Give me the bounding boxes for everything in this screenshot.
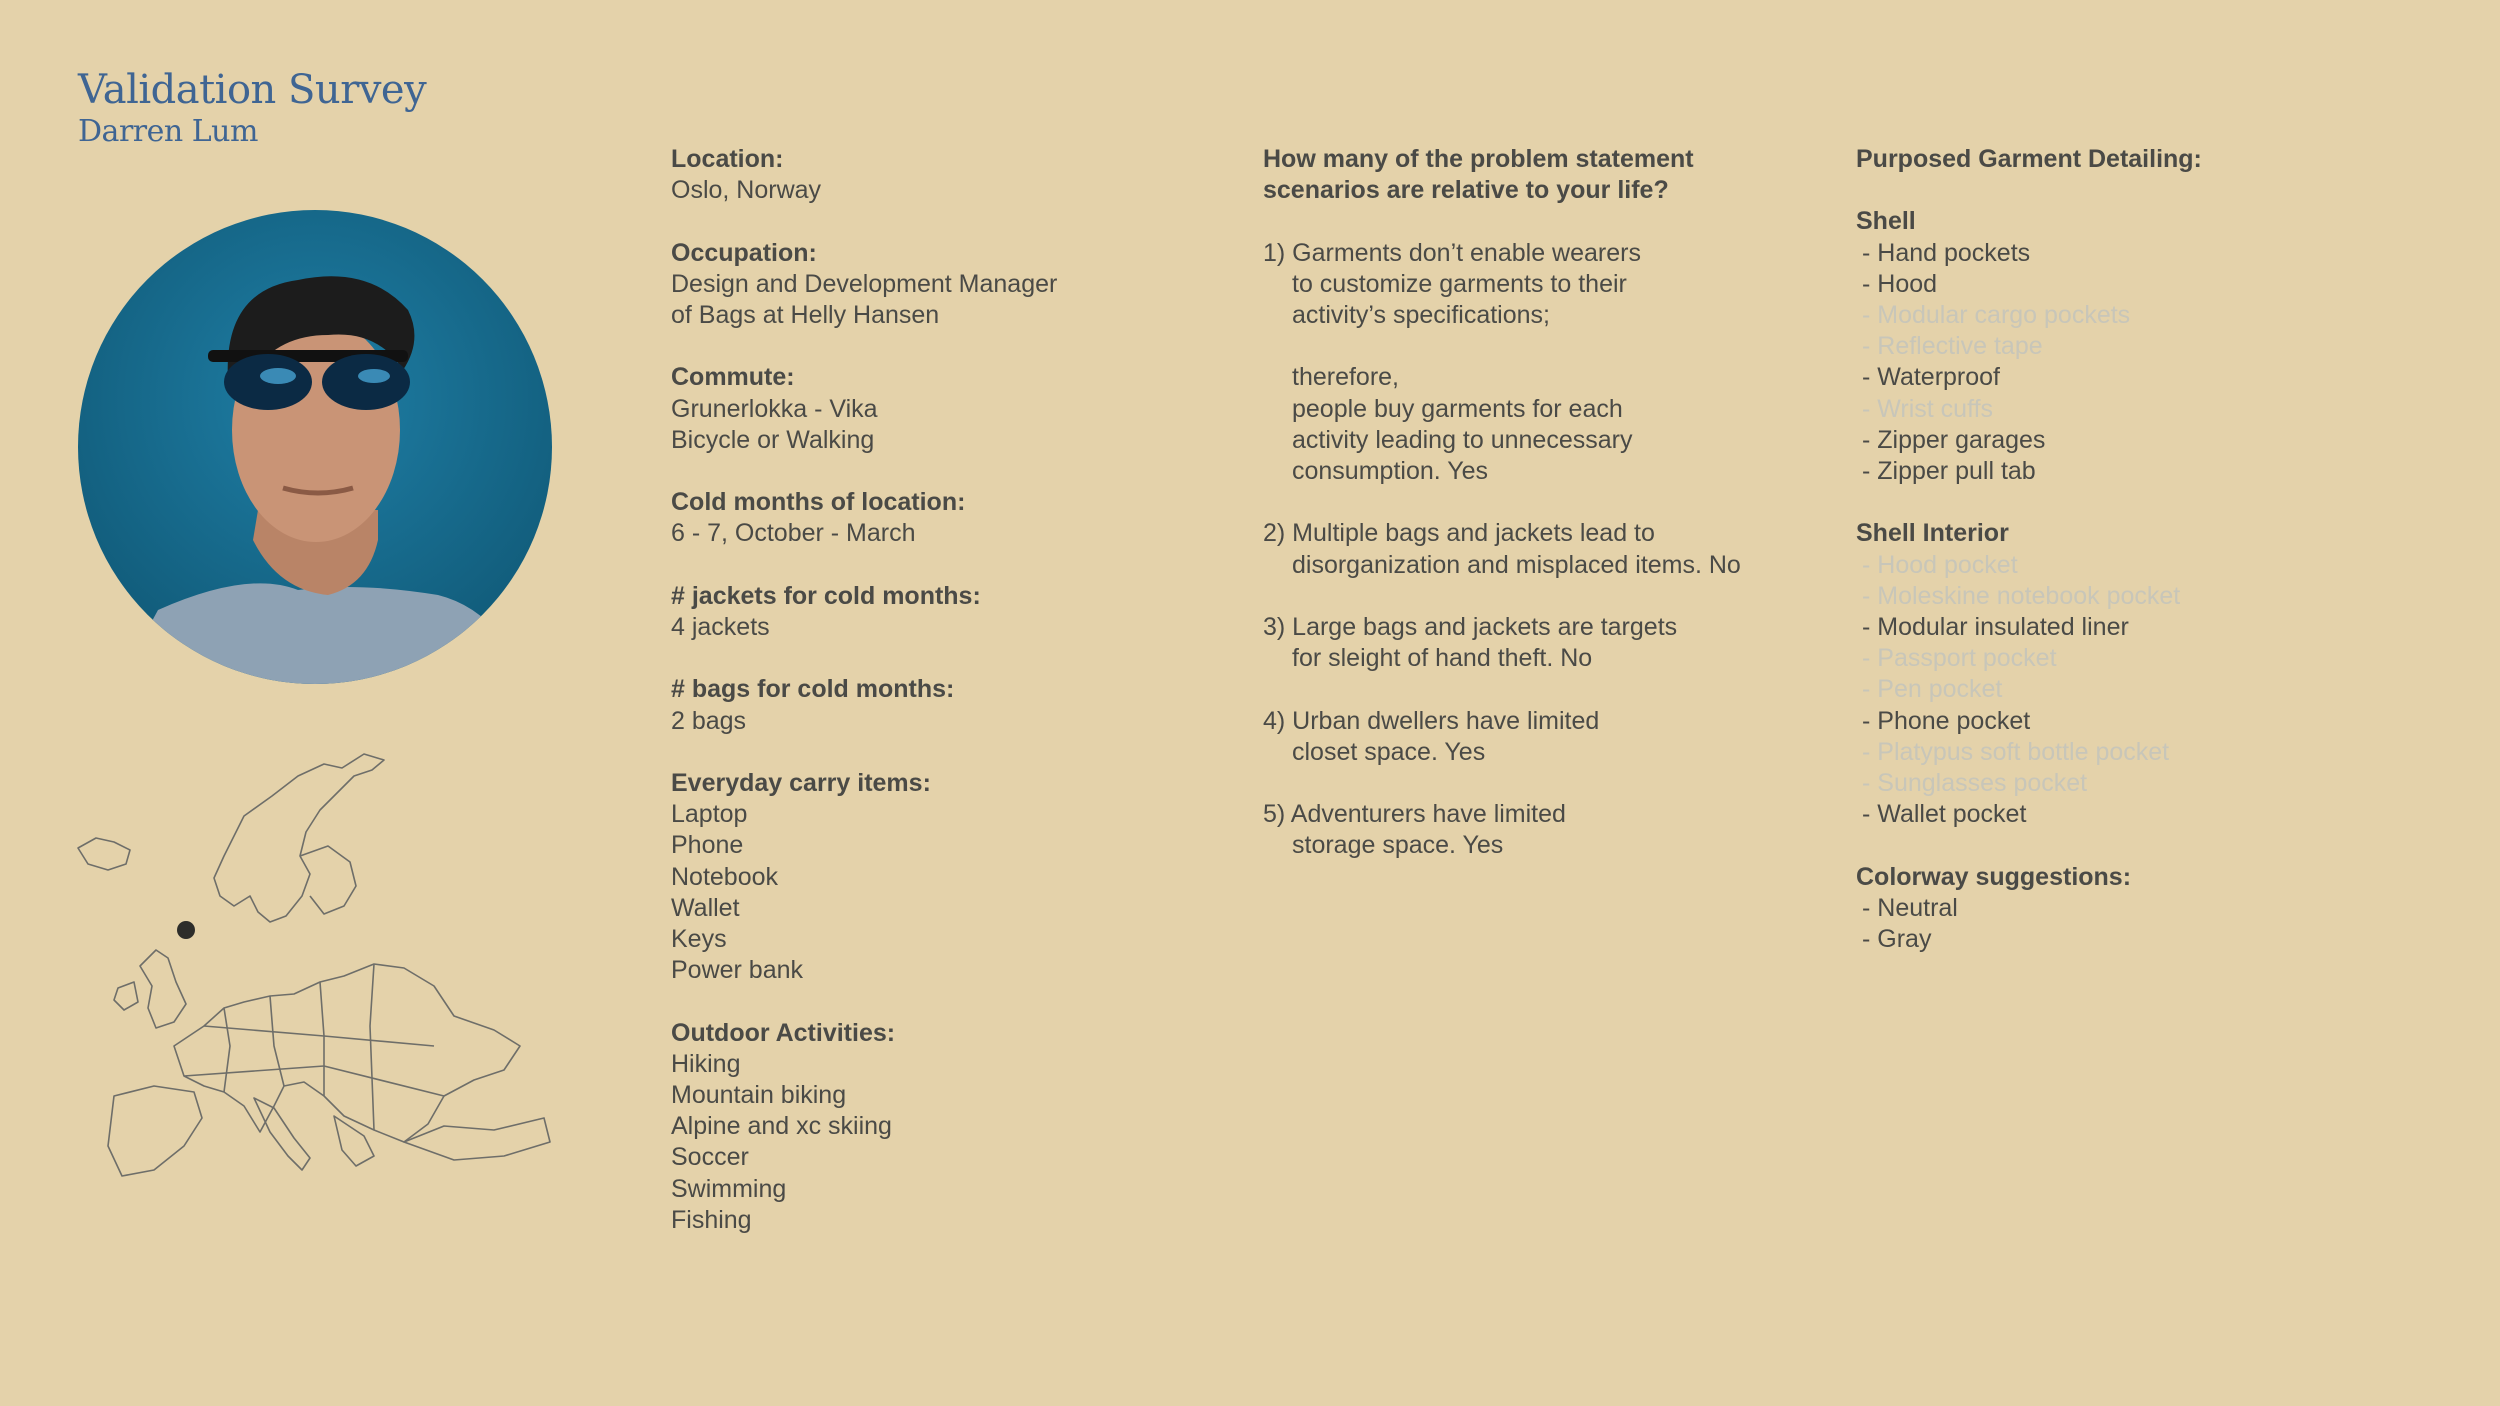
- question-heading: How many of the problem statement: [1263, 145, 1694, 173]
- cold-months-value: 6 - 7, October - March: [671, 519, 916, 548]
- location-label: Location:: [671, 145, 784, 173]
- commute-value: Bicycle or Walking: [671, 425, 875, 454]
- outdoor-activities-label: Outdoor Activities:: [671, 1018, 896, 1047]
- occupation-label: Occupation:: [671, 238, 817, 267]
- problem-1: activity’s specifications;: [1292, 301, 1550, 329]
- problem-2: disorganization and misplaced items. No: [1292, 550, 1741, 579]
- list-item: - Platypus soft bottle pocket: [1862, 737, 2170, 766]
- list-item: - Hand pockets: [1862, 238, 2031, 267]
- problem-1: people buy garments for each: [1292, 394, 1623, 423]
- list-item: - Pen pocket: [1862, 675, 2003, 704]
- problem-3: 3) Large bags and jackets are targets: [1263, 612, 1678, 641]
- profile-column: [671, 144, 1191, 1236]
- page-title: Validation Survey: [78, 67, 427, 113]
- list-item: Power bank: [671, 956, 804, 985]
- list-item: - Wrist cuffs: [1862, 394, 1994, 423]
- problem-1: therefore,: [1292, 363, 1400, 392]
- commute-label: Commute:: [671, 363, 795, 392]
- list-item: - Phone pocket: [1862, 706, 2031, 735]
- cold-months-label: Cold months of location:: [671, 488, 966, 517]
- jackets-value: 4 jackets: [671, 612, 770, 641]
- europe-map: [74, 746, 564, 1206]
- list-item: Fishing: [671, 1205, 752, 1234]
- list-item: - Passport pocket: [1862, 644, 2057, 673]
- problem-1: to customize garments to their: [1292, 269, 1627, 298]
- problem-1: activity leading to unnecessary: [1292, 425, 1633, 454]
- location-value: Oslo, Norway: [671, 176, 822, 205]
- list-item: Hiking: [671, 1049, 741, 1078]
- list-item: - Gray: [1862, 925, 1932, 954]
- list-item: Swimming: [671, 1174, 787, 1203]
- list-item: - Zipper pull tab: [1862, 457, 2036, 486]
- problem-5: storage space. Yes: [1292, 831, 1504, 860]
- list-item: - Modular cargo pockets: [1862, 301, 2131, 329]
- list-item: Notebook: [671, 862, 779, 891]
- list-item: Phone: [671, 831, 744, 860]
- jackets-label: # jackets for cold months:: [671, 581, 981, 610]
- person-name: Darren Lum: [78, 114, 258, 149]
- list-item: - Hood: [1862, 269, 1938, 298]
- problem-1: consumption. Yes: [1292, 457, 1488, 485]
- list-item: - Wallet pocket: [1862, 800, 2027, 829]
- occupation-value: Design and Development Manager: [671, 269, 1058, 298]
- list-item: - Hood pocket: [1862, 550, 2018, 579]
- list-item: - Sunglasses pocket: [1862, 769, 2088, 798]
- problem-4: closet space. Yes: [1292, 737, 1486, 766]
- problem-statements-column: [1263, 144, 1823, 862]
- problem-1: 1) Garments don’t enable wearers: [1263, 238, 1641, 267]
- list-item: Laptop: [671, 800, 748, 829]
- bags-value: 2 bags: [671, 706, 747, 735]
- list-item: Mountain biking: [671, 1080, 847, 1109]
- portrait-photo: [78, 210, 552, 684]
- list-item: - Zipper garages: [1862, 425, 2046, 454]
- bags-label: # bags for cold months:: [671, 675, 955, 704]
- carry-items-label: Everyday carry items:: [671, 768, 931, 797]
- list-item: Wallet: [671, 893, 740, 922]
- commute-value: Grunerlokka - Vika: [671, 394, 878, 423]
- problem-4: 4) Urban dwellers have limited: [1263, 706, 1600, 735]
- shell-label: Shell: [1856, 207, 1916, 236]
- list-item: - Reflective tape: [1862, 332, 2043, 361]
- problem-5: 5) Adventurers have limited: [1263, 800, 1566, 829]
- list-item: Soccer: [671, 1143, 749, 1172]
- problem-3: for sleight of hand theft. No: [1292, 644, 1593, 673]
- problem-2: 2) Multiple bags and jackets lead to: [1263, 519, 1655, 548]
- list-item: - Moleskine notebook pocket: [1862, 581, 2181, 610]
- list-item: Keys: [671, 924, 727, 953]
- question-heading: scenarios are relative to your life?: [1263, 176, 1669, 205]
- shell-interior-label: Shell Interior: [1856, 519, 2009, 548]
- occupation-value: of Bags at Helly Hansen: [671, 301, 940, 329]
- garment-detailing-column: [1856, 144, 2416, 955]
- garment-heading: Purposed Garment Detailing:: [1856, 145, 2202, 173]
- list-item: - Waterproof: [1862, 363, 2001, 392]
- list-item: Alpine and xc skiing: [671, 1112, 892, 1141]
- list-item: - Modular insulated liner: [1862, 613, 2129, 642]
- list-item: - Neutral: [1862, 893, 1958, 922]
- colorway-label: Colorway suggestions:: [1856, 862, 2132, 891]
